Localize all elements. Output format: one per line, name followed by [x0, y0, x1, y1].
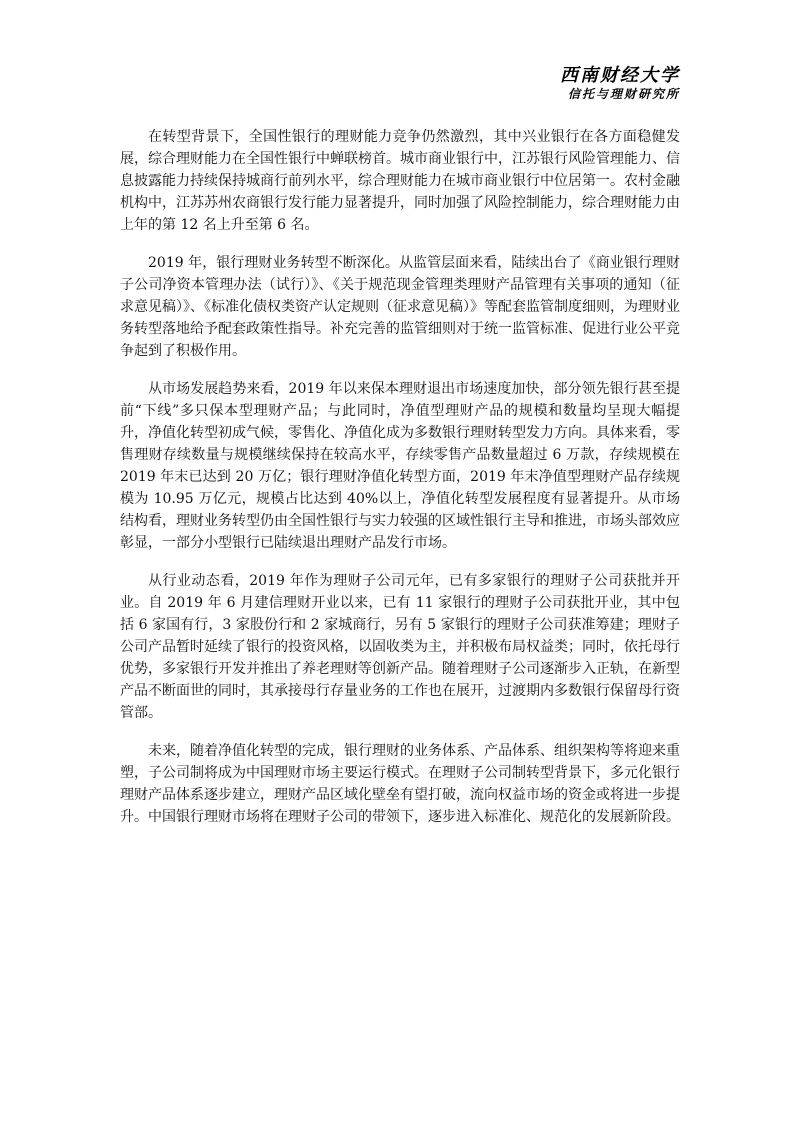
body-text	[120, 126, 680, 844]
paragraph-3: 从市场发展趋势来看，2019 年以来保本理财退出市场速度加快，部分领先银行甚至提前“下线”多只保本型理财产品；与此同时，净值型理财产品的规模和数量均呈现大幅提升，净值化转型初成气候，零售化、净值化成为多数银行理财转型发力方向。具体来看，零售理财存续数量与规模继续保持在较高水平，存续零售产品数量超过 6 万款，存续规模在 2019 年末已达到 20 万亿；银行理财净值化转型方面，2019 年末净值型理财产品存续规模为 10.95 万亿元，规模占比达到 40%以上，净值化转型发展程度有显著提升。从市场结构看，理财业务转型仍由全国性银行与实力较强的区域性银行主导和推进，市场头部效应彰显，一部分小型银行已陆续退出理财产品发行市场。	[120, 381, 680, 551]
paragraph-4: 从行业动态看，2019 年作为理财子公司元年，已有多家银行的理财子公司获批并开业。自 2019 年 6 月建信理财开业以来，已有 11 家银行的理财子公司获批开业，其中包括 6 家国有行，3 家股份行和 2 家城商行，另有 5 家银行的理财子公司获准筹建；理财子公司产品暂时延续了银行的投资风格，以固收类为主，并积极布局权益类；同时，依托母行优势，多家银行开发并推出了养老理财等创新产品。随着理财子公司逐渐步入正轨，在新型产品不断面世的同时，其承接母行存量业务的工作也在展开，过渡期内多数银行保留母行资管部。	[120, 573, 680, 721]
paragraph-2: 2019 年，银行理财业务转型不断深化。从监管层面来看，陆续出台了《商业银行理财子公司净资本管理办法（试行）》、《关于规范现金管理类理财产品管理有关事项的通知（征求意见稿）》、《标准化债权类资产认定规则（征求意见稿）》等配套监管制度细则，为理财业务转型落地给予配套政策性指导。补充完善的监管细则对于统一监管标准、促进行业公平竞争起到了积极作用。	[120, 255, 680, 359]
university-name: 西南财经大学	[560, 65, 680, 86]
paragraph-5: 未来，随着净值化转型的完成，银行理财的业务体系、产品体系、组织架构等将迎来重塑，子公司制将成为中国理财市场主要运行模式。在理财子公司制转型背景下，多元化银行理财产品体系逐步建立，理财产品区域化壁垒有望打破，流向权益市场的资金或将进一步提升。中国银行理财市场将在理财子公司的带领下，逐步进入标准化、规范化的发展新阶段。	[120, 743, 680, 825]
institute-name: 信托与理财研究所	[567, 86, 680, 101]
paragraph-1: 在转型背景下，全国性银行的理财能力竞争仍然激烈，其中兴业银行在各方面稳健发展，综合理财能力在全国性银行中蝉联榜首。城市商业银行中，江苏银行风险管理能力、信息披露能力持续保持城商行前列水平，综合理财能力在城市商业银行中位居第一。农村金融机构中，江苏苏州农商银行发行能力显著提升，同时加强了风险控制能力，综合理财能力由上年的第 12 名上升至第 6 名。	[120, 129, 680, 233]
institute-logo	[560, 66, 680, 101]
